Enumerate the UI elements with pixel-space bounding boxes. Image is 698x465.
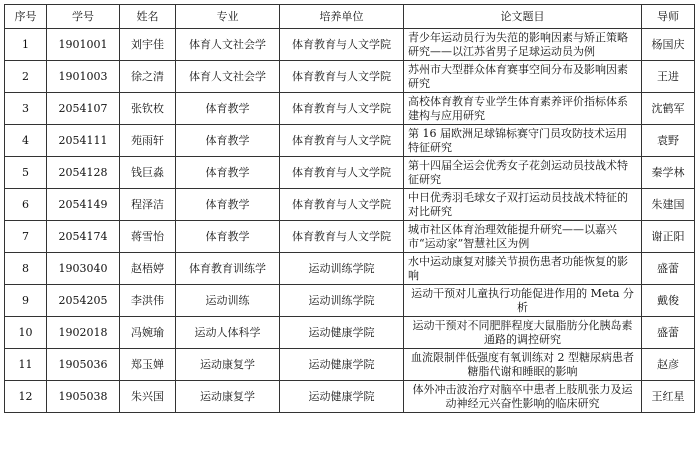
cell-thesis-title: 苏州市大型群众体育赛事空间分布及影响因素研究	[404, 61, 642, 93]
table-row	[5, 157, 695, 189]
cell-advisor: 王进	[642, 61, 695, 93]
cell-major: 体育教学	[176, 189, 280, 221]
table-row	[5, 29, 695, 61]
cell-student-id: 1902018	[47, 317, 120, 349]
cell-name: 赵梧婷	[120, 253, 176, 285]
cell-name: 钱巨淼	[120, 157, 176, 189]
cell-advisor: 沈鹤军	[642, 93, 695, 125]
cell-thesis-title: 运动干预对不同肥胖程度大鼠脂肪分化胰岛素通路的调控研究	[404, 317, 642, 349]
table-row	[5, 93, 695, 125]
cell-no: 7	[5, 221, 47, 253]
cell-advisor: 戴俊	[642, 285, 695, 317]
table-row	[5, 381, 695, 413]
cell-unit: 体育教育与人文学院	[280, 189, 404, 221]
cell-name: 朱兴国	[120, 381, 176, 413]
cell-unit: 体育教育与人文学院	[280, 157, 404, 189]
header-row	[5, 5, 695, 29]
cell-major: 体育人文社会学	[176, 29, 280, 61]
cell-no: 9	[5, 285, 47, 317]
cell-thesis-title: 青少年运动员行为失范的影响因素与矫正策略研究——以江苏省男子足球运动员为例	[404, 29, 642, 61]
cell-name: 徐之清	[120, 61, 176, 93]
cell-thesis-title: 第 16 届欧洲足球锦标赛守门员攻防技术运用特征研究	[404, 125, 642, 157]
cell-major: 体育人文社会学	[176, 61, 280, 93]
table-row	[5, 349, 695, 381]
header-thesis-title: 论文题目	[404, 5, 642, 29]
cell-student-id: 2054205	[47, 285, 120, 317]
cell-major: 运动人体科学	[176, 317, 280, 349]
cell-thesis-title: 体外冲击波治疗对脑卒中患者上肢肌张力及运动神经元兴奋性影响的临床研究	[404, 381, 642, 413]
cell-unit: 体育教育与人文学院	[280, 221, 404, 253]
cell-thesis-title: 中日优秀羽毛球女子双打运动员技战术特征的对比研究	[404, 189, 642, 221]
cell-name: 刘宇佳	[120, 29, 176, 61]
cell-unit: 运动健康学院	[280, 381, 404, 413]
cell-thesis-title: 高校体育教育专业学生体育素养评价指标体系建构与应用研究	[404, 93, 642, 125]
table-row	[5, 285, 695, 317]
cell-advisor: 谢正阳	[642, 221, 695, 253]
cell-name: 程泽洁	[120, 189, 176, 221]
cell-unit: 体育教育与人文学院	[280, 125, 404, 157]
cell-major: 体育教学	[176, 93, 280, 125]
cell-name: 苑雨轩	[120, 125, 176, 157]
cell-student-id: 1905036	[47, 349, 120, 381]
thesis-table	[4, 4, 695, 413]
cell-no: 5	[5, 157, 47, 189]
cell-thesis-title: 血流限制伴低强度有氧训练对 2 型糖尿病患者糖脂代谢和睡眠的影响	[404, 349, 642, 381]
cell-student-id: 2054149	[47, 189, 120, 221]
cell-student-id: 2054111	[47, 125, 120, 157]
table-row	[5, 253, 695, 285]
cell-thesis-title: 水中运动康复对膝关节损伤患者功能恢复的影响	[404, 253, 642, 285]
cell-no: 8	[5, 253, 47, 285]
cell-advisor: 盛蕾	[642, 317, 695, 349]
cell-name: 冯婉瑜	[120, 317, 176, 349]
cell-unit: 运动训练学院	[280, 253, 404, 285]
cell-name: 张钦枚	[120, 93, 176, 125]
cell-no: 10	[5, 317, 47, 349]
cell-thesis-title: 城市社区体育治理效能提升研究——以嘉兴市“运动家”智慧社区为例	[404, 221, 642, 253]
table-row	[5, 189, 695, 221]
cell-thesis-title: 运动干预对儿童执行功能促进作用的 Meta 分析	[404, 285, 642, 317]
cell-student-id: 2054128	[47, 157, 120, 189]
cell-no: 6	[5, 189, 47, 221]
table-row	[5, 317, 695, 349]
cell-student-id: 2054174	[47, 221, 120, 253]
header-no: 序号	[5, 5, 47, 29]
header-name: 姓名	[120, 5, 176, 29]
cell-name: 蒋雪怡	[120, 221, 176, 253]
cell-major: 体育教学	[176, 157, 280, 189]
cell-advisor: 王红星	[642, 381, 695, 413]
cell-student-id: 2054107	[47, 93, 120, 125]
cell-advisor: 袁野	[642, 125, 695, 157]
cell-student-id: 1905038	[47, 381, 120, 413]
cell-major: 体育教学	[176, 221, 280, 253]
header-major: 专业	[176, 5, 280, 29]
header-student-id: 学号	[47, 5, 120, 29]
cell-unit: 运动训练学院	[280, 285, 404, 317]
table-row	[5, 125, 695, 157]
cell-no: 2	[5, 61, 47, 93]
header-advisor: 导师	[642, 5, 695, 29]
cell-advisor: 赵彦	[642, 349, 695, 381]
cell-major: 运动训练	[176, 285, 280, 317]
cell-no: 12	[5, 381, 47, 413]
cell-thesis-title: 第十四届全运会优秀女子花剑运动员技战术特征研究	[404, 157, 642, 189]
table-row	[5, 61, 695, 93]
cell-unit: 体育教育与人文学院	[280, 61, 404, 93]
table-row	[5, 221, 695, 253]
cell-unit: 体育教育与人文学院	[280, 93, 404, 125]
cell-unit: 体育教育与人文学院	[280, 29, 404, 61]
cell-major: 运动康复学	[176, 381, 280, 413]
cell-no: 11	[5, 349, 47, 381]
cell-no: 1	[5, 29, 47, 61]
cell-advisor: 杨国庆	[642, 29, 695, 61]
cell-no: 4	[5, 125, 47, 157]
cell-name: 李洪伟	[120, 285, 176, 317]
cell-student-id: 1901001	[47, 29, 120, 61]
header-unit: 培养单位	[280, 5, 404, 29]
cell-major: 体育教育训练学	[176, 253, 280, 285]
cell-major: 运动康复学	[176, 349, 280, 381]
cell-unit: 运动健康学院	[280, 317, 404, 349]
cell-major: 体育教学	[176, 125, 280, 157]
cell-student-id: 1903040	[47, 253, 120, 285]
cell-student-id: 1901003	[47, 61, 120, 93]
cell-name: 郑玉婵	[120, 349, 176, 381]
cell-advisor: 秦学林	[642, 157, 695, 189]
cell-unit: 运动健康学院	[280, 349, 404, 381]
cell-advisor: 盛蕾	[642, 253, 695, 285]
cell-no: 3	[5, 93, 47, 125]
cell-advisor: 朱建国	[642, 189, 695, 221]
